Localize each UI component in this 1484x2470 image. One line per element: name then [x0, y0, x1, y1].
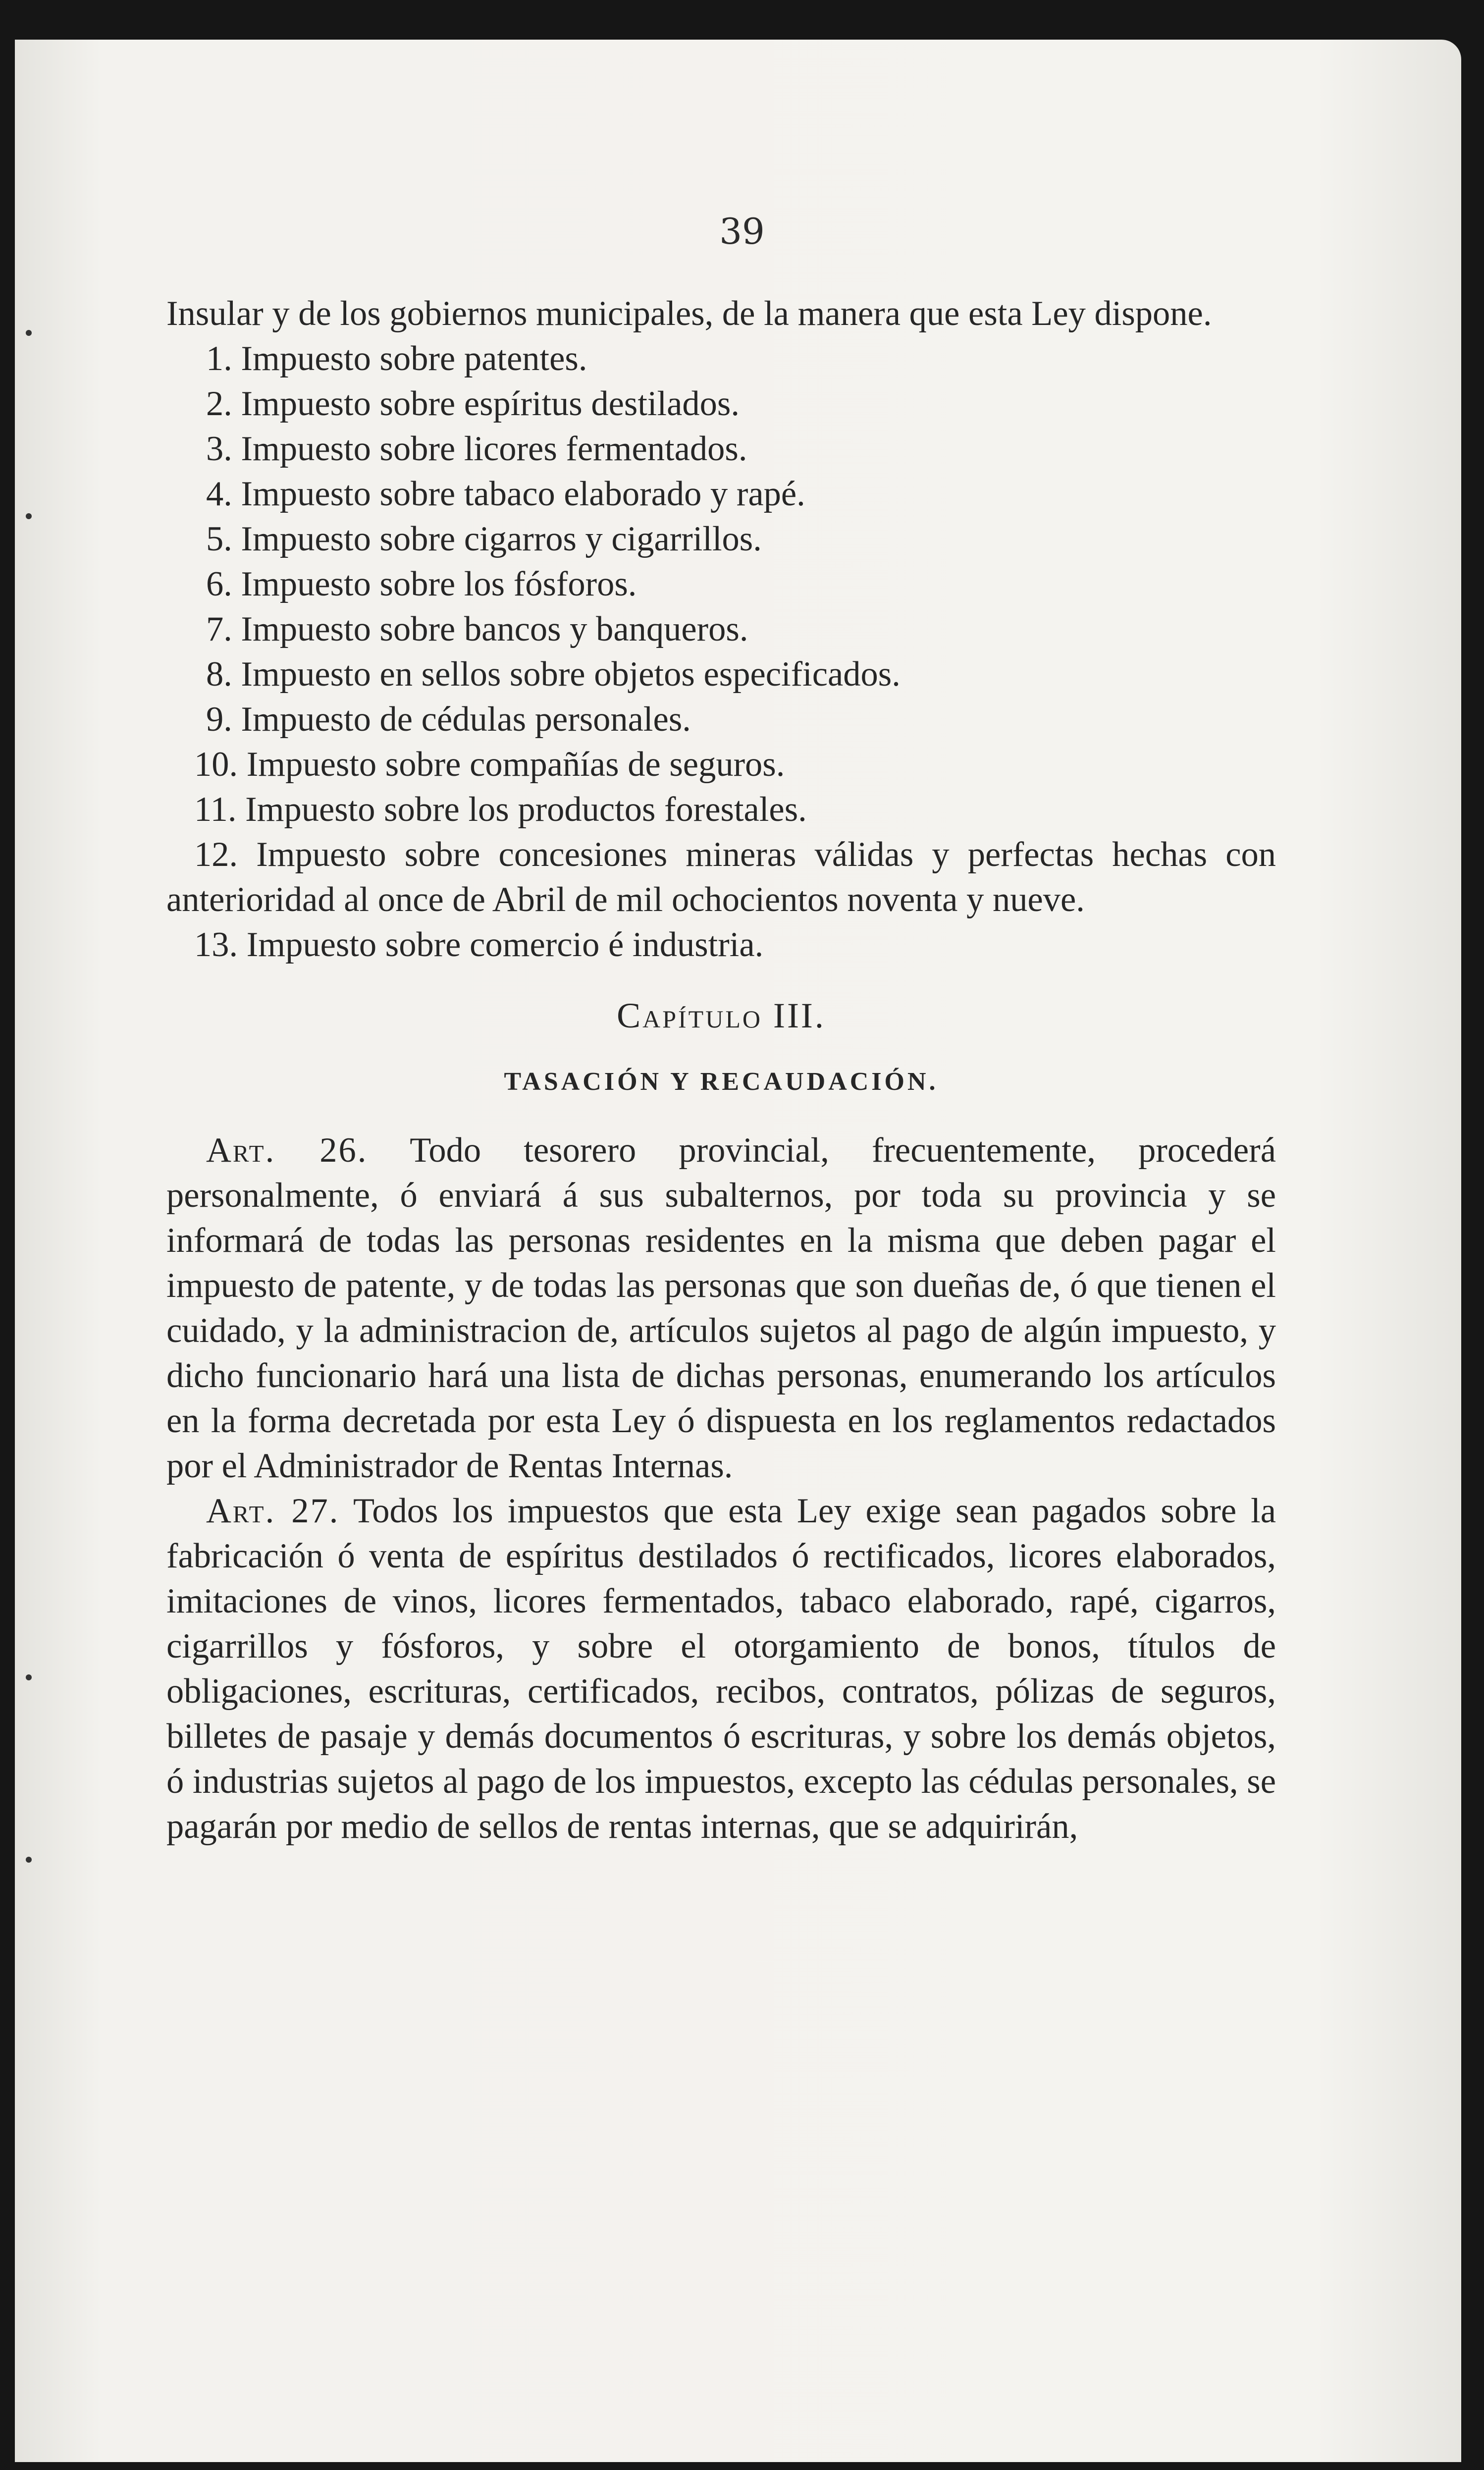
tax-list-item: 9. Impuesto de cédulas personales.: [206, 700, 691, 739]
article-text: Todos los impuestos que esta Ley exige sean pagados sobre la fabricación ó venta de espíritus destilados ó rectificados, licores elaborados, imitaciones de vinos, licores fermentados, tabaco elaborado, rapé, cigarros, cigarrillos y fósforos, y sobre el otorgamiento de bonos, títulos de obligaciones, escrituras, certificados, recibos, contratos, pólizas de seguros, billetes de pasaje y demás documentos ó escrituras, y sobre los demás objetos, ó industrias sujetos al pago de los impuestos, excepto las cédulas personales, se pagarán por medio de sellos de rentas internas, que se adquirirán,: [166, 1492, 1276, 1846]
article-26: [166, 1128, 1276, 1489]
page-body: [166, 291, 1276, 1849]
tax-list-item: 10. Impuesto sobre compañías de seguros.: [194, 745, 785, 784]
article-label: Art. 26.: [206, 1131, 368, 1170]
article-27: [166, 1489, 1276, 1849]
chapter-subtitle: TASACIÓN Y RECAUDACIÓN.: [504, 1068, 939, 1096]
tax-list-item: 8. Impuesto en sellos sobre objetos especificados.: [206, 655, 901, 694]
tax-list-item: 11. Impuesto sobre los productos forestales.: [194, 790, 807, 829]
intro-paragraph: Insular y de los gobiernos municipales, de la manera que esta Ley dispone.: [166, 294, 1212, 333]
tax-list-item: 1. Impuesto sobre patentes.: [206, 339, 587, 378]
scan-speck: [26, 513, 32, 519]
scan-speck: [26, 1857, 32, 1863]
tax-list-item: 7. Impuesto sobre bancos y banqueros.: [206, 610, 748, 648]
page-number: 39: [719, 211, 765, 252]
tax-list-item: 3. Impuesto sobre licores fermentados.: [206, 430, 747, 468]
article-text: Todo tesorero provincial, frecuentemente, procederá personalmente, ó enviará á sus subalternos, por toda su provincia y se informará de todas las personas residentes en la misma que deben pagar el impuesto de patente, y de todas las personas que son dueñas de, ó que tienen el cuidado, y la administracion de, artículos sujetos al pago de algún impuesto, y dicho funcionario hará una lista de dichas personas, enumerando los artículos en la forma decretada por esta Ley ó dispuesta en los reglamentos redactados por el Administrador de Rentas Internas.: [166, 1131, 1276, 1485]
tax-list-item: 12. Impuesto sobre concesiones mineras válidas y perfectas hechas con anterioridad al once de Abril de mil ochocientos noventa y nueve.: [166, 835, 1276, 919]
tax-list-item: 4. Impuesto sobre tabaco elaborado y rapé.: [206, 475, 805, 513]
tax-list-item: 5. Impuesto sobre cigarros y cigarrillos.: [206, 520, 762, 558]
scan-speck: [26, 330, 32, 336]
tax-list-item: 2. Impuesto sobre espíritus destilados.: [206, 384, 740, 423]
article-label: Art. 27.: [206, 1492, 340, 1530]
chapter-title: Capítulo III.: [617, 996, 826, 1035]
tax-list-item: 13. Impuesto sobre comercio é industria.: [194, 925, 764, 964]
tax-list-item: 6. Impuesto sobre los fósforos.: [206, 565, 637, 603]
scan-speck: [26, 1674, 32, 1680]
